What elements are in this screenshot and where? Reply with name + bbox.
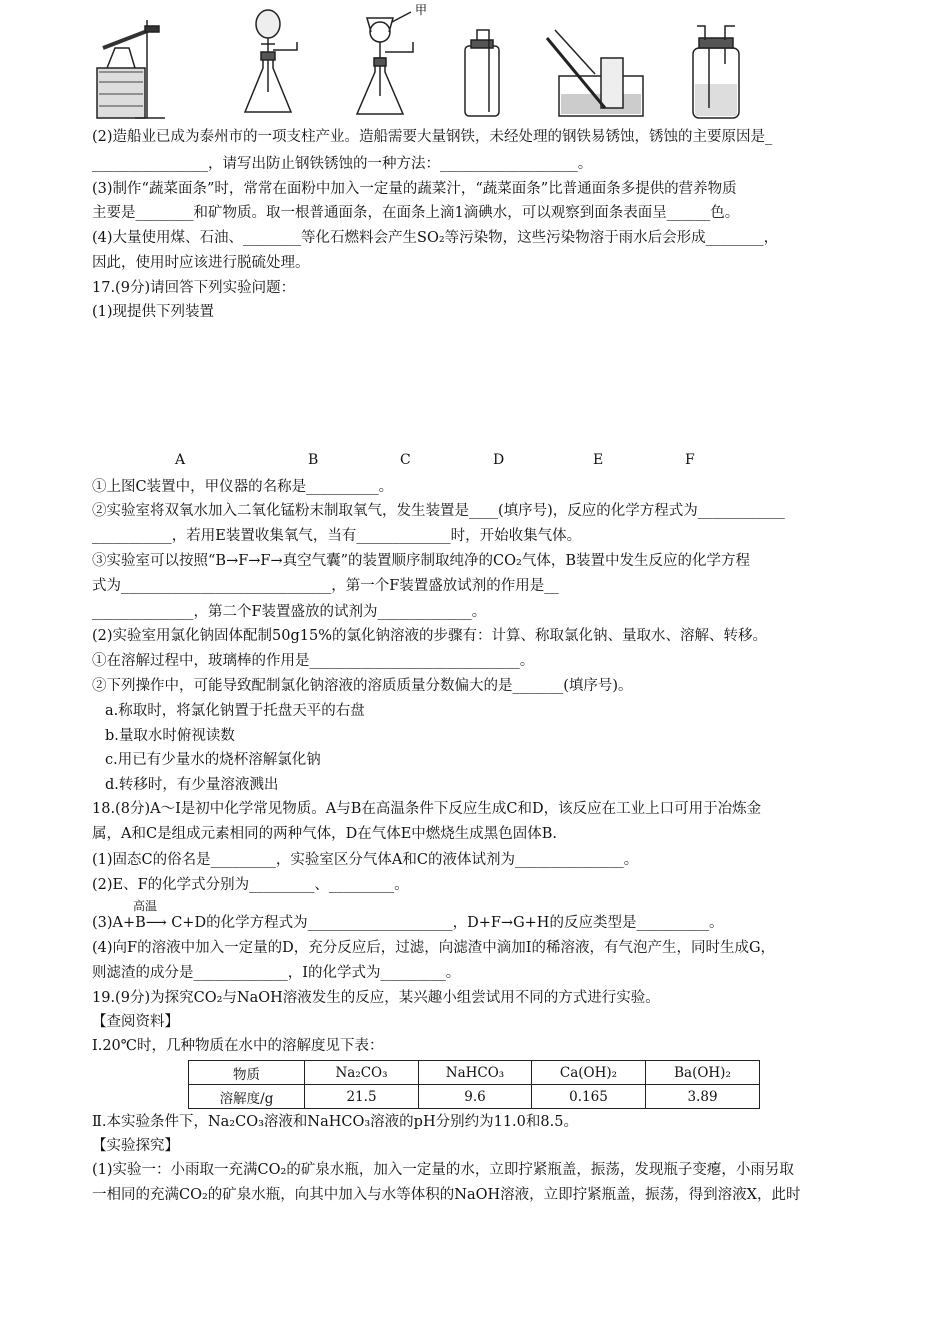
q16-part3-line1: (3)制作“蔬菜面条”时，常常在面粉中加入一定量的蔬菜汁，“蔬菜面条”比普通面条多提供的营养物质 [92,181,737,197]
option-c: c.用已有少量水的烧杯溶解氯化钠 [105,752,321,768]
q17-part1-intro: (1)现提供下列装置 [92,304,215,320]
q18-part4-line2: 则滤渣的成分是_____________，I的化学式为_________。 [92,965,461,981]
q17-sub3-line3: ______________，第二个F装置盛放的试剂为_____________。 [92,604,487,620]
device-label-f: F [685,452,695,468]
table-header-cell: 物质 [189,1061,305,1085]
q17-sub3-line2: 式为_____________________________，第一个F装置盛放试剂的作用是__ [92,578,559,594]
table-cell: 3.89 [646,1085,760,1109]
apparatus-d-gas-bottle [465,30,499,116]
q19-heading-experiment: 【实验探究】 [92,1138,179,1154]
q18-part2: (2)E、F的化学式分别为_________、_________。 [92,877,409,893]
q19-ref2: Ⅱ.本实验条件下，Na₂CO₃溶液和NaHCO₃溶液的pH分别约为11.0和8.5。 [92,1114,578,1130]
option-b: b.量取水时俯视读数 [105,728,235,744]
q16-part4-line2: 因此，使用时应该进行脱硫处理。 [92,255,310,271]
device-label-e: E [593,452,604,468]
table-header-row [189,1061,760,1085]
apparatus-e-water-trough [547,30,643,116]
q18-title-line2: 属，A和C是组成元素相同的两种气体，D在气体E中燃烧生成黑色固体B. [92,826,558,842]
table-cell: 21.5 [305,1085,419,1109]
q17-sub2-line1: ②实验室将双氧水加入二氧化锰粉末制取氧气，发生装置是____(填序号)，反应的化学方程式为____________ [92,503,785,519]
q17-sub2-line2: ___________，若用E装置收集氧气，当有_____________时，开始收集气体。 [92,528,582,544]
q16-part4-line1: (4)大量使用煤、石油、________等化石燃料会产生SO₂等污染物，这些污染物溶于雨水后会形成________， [92,230,779,246]
q17-part2-intro: (2)实验室用氯化钠固体配制50g15%的氯化钠溶液的步骤有：计算、称取氯化钠、量取水、溶解、转移。 [92,628,767,644]
table-cell: 溶解度/g [189,1085,305,1109]
table-row [189,1085,760,1109]
q19-exp1-line2: 一相同的充满CO₂的矿泉水瓶，向其中加入与水等体积的NaOH溶液，立即拧紧瓶盖，振荡，得到溶液X，此时 [92,1187,801,1203]
table-cell: 9.6 [419,1085,532,1109]
q17-part2-sub2: ②下列操作中，可能导致配制氯化钠溶液的溶质质量分数偏大的是_______(填序号)。 [92,678,633,694]
apparatus-a-heating-tube [97,20,165,118]
apparatus-figure [85,0,785,128]
option-d: d.转移时，有少量溶液溅出 [105,777,279,793]
apparatus-callout-label: 甲 [415,3,428,17]
q18-title-line1: 18.(8分)A～I是初中化学常见物质。A与B在高温条件下反应生成C和D，该反应在工业上口可用于冶炼金 [92,801,762,817]
table-cell: 0.165 [532,1085,646,1109]
table-header-cell: Na₂CO₃ [305,1061,419,1085]
option-a: a.称取时，将氯化钠置于托盘天平的右盘 [105,703,365,719]
q16-part2-line2: ________________，请写出防止钢铁锈蚀的一种方法：___________________。 [92,156,593,172]
q19-heading-materials: 【查阅资料】 [92,1014,179,1030]
table-header-cell: Ba(OH)₂ [646,1061,760,1085]
q18-part1: (1)固态C的俗名是_________，实验室区分气体A和C的液体试剂为_______________。 [92,852,639,868]
device-label-c: C [400,452,411,468]
q18-part3: (3)A+B⟶ C+D的化学方程式为____________________，D+F→G+H的反应类型是__________。 [92,915,724,931]
q19-ref1: Ⅰ.20℃时，几种物质在水中的溶解度见下表： [92,1038,384,1054]
apparatus-c-flask-funnel [357,12,413,114]
solubility-table [188,1060,760,1109]
q16-part3-line2: 主要是________和矿物质。取一根普通面条，在面条上滴1滴碘水，可以观察到面条表面呈______色。 [92,205,740,221]
apparatus-b-flask-funnel [245,10,297,112]
reaction-condition: 高温 [133,899,158,913]
q18-part4-line1: (4)向F的溶液中加入一定量的D，充分反应后，过滤，向滤渣中滴加I的稀溶液，有气泡产生，同时生成G， [92,940,776,956]
device-label-b: B [308,452,319,468]
apparatus-f-wash-bottle [693,26,739,118]
q16-part2-line1: (2)造船业已成为泰州市的一项支柱产业。造船需要大量钢铁，未经处理的钢铁易锈蚀，锈蚀的主要原因是_ [92,129,773,145]
q17-part2-sub1: ①在溶解过程中，玻璃棒的作用是_____________________________。 [92,653,535,669]
q17-title: 17.(9分)请回答下列实验问题： [92,280,296,296]
q19-title: 19.(9分)为探究CO₂与NaOH溶液发生的反应，某兴趣小组尝试用不同的方式进行实验。 [92,990,660,1006]
table-header-cell: NaHCO₃ [419,1061,532,1085]
q17-sub1: ①上图C装置中，甲仪器的名称是__________。 [92,479,394,495]
table-header-cell: Ca(OH)₂ [532,1061,646,1085]
device-label-d: D [493,452,505,468]
device-label-a: A [175,452,186,468]
q17-sub3-line1: ③实验室可以按照“B→F→F→真空气囊”的装置顺序制取纯净的CO₂气体，B装置中发生反应的化学方程 [92,553,750,569]
q19-exp1-line1: (1)实验一：小雨取一充满CO₂的矿泉水瓶，加入一定量的水，立即拧紧瓶盖，振荡，发现瓶子变瘪，小雨另取 [92,1162,794,1178]
